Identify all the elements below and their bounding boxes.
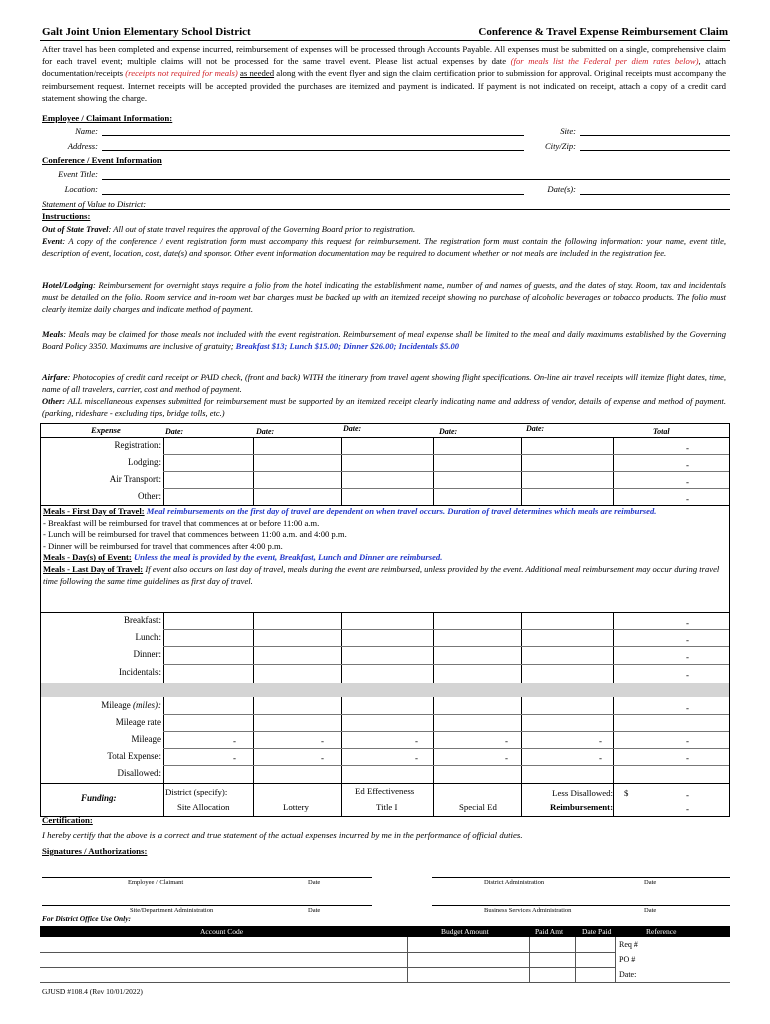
dates-field[interactable] [580, 194, 730, 195]
expense-col-header: Expense [91, 425, 121, 435]
office-table-header [40, 926, 730, 937]
registration-total: - [686, 443, 689, 453]
header-rule [40, 40, 730, 41]
other-total: - [686, 494, 689, 504]
mileage-miles-total: - [686, 703, 689, 713]
mileage-d1: - [233, 736, 236, 746]
office-use-label: For District Office Use Only: [42, 914, 131, 923]
location-label: Location: [64, 184, 98, 194]
business-admin-date-label: Date [644, 907, 657, 914]
less-disallowed-value: - [686, 790, 689, 800]
less-disallowed: Less Disallowed: [552, 788, 613, 798]
incidentals-total: - [686, 670, 689, 680]
instructions-meals: Meals: Meals may be claimed for those meals not included with the event registration. Reimbursement of meal expense shall be limited to the meal and daily maximums established by the Governing Board Policy 3350. Maximums are inclusive of gratuity; Breakfast $13; Lunch $15.00; Dinner $26.00; Incidentals $5.00 [42, 329, 726, 351]
instructions-hotel: Hotel/Lodging: Reimbursement for overnight stays require a folio from the hotel indicating the establishment name, number of and names of guests, and the dates of stay. Room, tax and incidentals must be detailed on the folio. Room service and in-room wet bar charges must be backed up with an itemized receipt showing no purchase of alcoholic beverages or tobacco products. The folio must clearly itemize daily charges and indicate method of payment. [42, 280, 726, 314]
business-admin-signature-line[interactable] [432, 905, 730, 906]
district-admin-label: District Administration [484, 879, 545, 886]
date-col-4: Date: [439, 427, 458, 436]
mileage-total: - [686, 736, 689, 746]
name-field[interactable] [102, 135, 524, 136]
employee-date-label: Date [308, 879, 321, 886]
date-col-3: Date: [343, 424, 362, 433]
total-col-header: Total [653, 427, 670, 436]
mileage-d5: - [599, 736, 602, 746]
incidentals-row: Incidentals: [119, 667, 161, 677]
req-label: Req # [619, 940, 638, 949]
name-label: Name: [75, 126, 98, 136]
mileage-d4: - [505, 736, 508, 746]
reimbursement-label: Reimbursement: [549, 802, 613, 812]
other-row: Other: [138, 491, 161, 501]
certification-text: I hereby certify that the above is a correct and true statement of the actual expenses incurred by me in the performance of official duties. [42, 830, 523, 840]
spacer-band [41, 683, 729, 697]
dates-label: Date(s): [547, 184, 576, 194]
dollar-sign: $ [624, 788, 629, 798]
special-ed: Special Ed [459, 802, 497, 812]
event-title-field[interactable] [102, 179, 730, 180]
mileage-d3: - [415, 736, 418, 746]
district-admin-date-label: Date [644, 879, 657, 886]
date-paid-header: Date Paid [582, 927, 612, 936]
total-d2: - [321, 753, 324, 763]
instructions-airfare: Airfare: Photocopies of credit card receipt or PAID check, (front and back) WITH the itinerary from travel agent showing flight specifications. On-line air travel receipts will itemize flight dates, time, name of all travelers, carrier, cost and method of payment. Other: ALL miscellaneous expenses submitted for reimbursement must be supported by an itemized receipt clearly indicating name and address of vendor, details of expense and method of payment. (parking, rideshare - excluding tips, bridge tolls, etc.) [42, 372, 726, 418]
ed-effectiveness: Ed Effectiveness [355, 786, 415, 796]
lottery: Lottery [283, 802, 309, 812]
value-statement-label: Statement of Value to District: [42, 199, 147, 209]
value-statement-field[interactable] [42, 209, 730, 210]
business-admin-label: Business Services Administration [484, 907, 572, 914]
air-total: - [686, 477, 689, 487]
disallowed-row: Disallowed: [117, 768, 161, 778]
site-admin-date-label: Date [308, 907, 321, 914]
employee-signature-line[interactable] [42, 877, 372, 878]
site-field[interactable] [580, 135, 730, 136]
air-transport-row: Air Transport: [109, 474, 161, 484]
lunch-row: Lunch: [135, 632, 161, 642]
office-table-body [40, 937, 730, 983]
mileage-d2: - [321, 736, 324, 746]
date-col-2: Date: [256, 427, 275, 436]
mileage-row: Mileage [131, 734, 161, 744]
breakfast-row: Breakfast: [124, 615, 161, 625]
total-d1: - [233, 753, 236, 763]
site-admin-signature-line[interactable] [42, 905, 372, 906]
dinner-row: Dinner: [133, 649, 161, 659]
district-name: Galt Joint Union Elementary School District [42, 26, 251, 38]
certification-heading: Certification: [42, 815, 93, 825]
instructions-event: Out of State Travel: All out of state travel requires the approval of the Governing Board prior to registration. Event: A copy of the conference / event registration form must accompany this request for reimbursement. The registration form must contain the following information: your name, event title, description of event, location, cost, date(s) and sponsor. Other event information documentation may be required to document whether or not meals are included in the registration fee. [42, 224, 726, 258]
dinner-total: - [686, 652, 689, 662]
total-expense-total: - [686, 753, 689, 763]
mileage-miles-row: Mileage (miles): [101, 700, 161, 710]
lodging-row: Lodging: [128, 457, 161, 467]
instructions-heading: Instructions: [42, 211, 91, 221]
total-d5: - [599, 753, 602, 763]
lodging-total: - [686, 460, 689, 470]
breakfast-total: - [686, 618, 689, 628]
district-admin-signature-line[interactable] [432, 877, 730, 878]
total-expense-row: Total Expense: [107, 751, 161, 761]
paid-amt-header: Paid Amt [535, 927, 564, 936]
account-code-header: Account Code [200, 927, 244, 936]
conference-heading: Conference / Event Information [42, 155, 162, 165]
budget-amount-header: Budget Amount [441, 927, 489, 936]
total-d3: - [415, 753, 418, 763]
location-field[interactable] [102, 194, 524, 195]
district-specify: District (specify): [165, 787, 228, 797]
lunch-total: - [686, 635, 689, 645]
expense-table [40, 423, 730, 817]
meals-rules: Meals - First Day of Travel: Meal reimbursements on the first day of travel are dependent on when travel occurs. Duration of travel determines which meals are reimbursed. - Breakfast will be reimbursed for travel that commences at or before 11:00 a.m. - Lunch will be reimbursed for travel that commences between 11:00 a.m. and 4:00 p.m. - Dinner will be reimbursed for travel that commences after 4:00 p.m. Meals - Day(s) of Event: Unless the meal is provided by the event, Breakfast, Lunch and Dinner are reimbursed. Meals - Last Day of Travel: If event also occurs on last day of travel, meals during the event are reimbursed, unless provided by the event. Additional meal reimbursement may occur during travel time following the same time guidelines as first day of travel. [43, 506, 720, 586]
city-zip-label: City/Zip: [544, 141, 576, 151]
reimbursement-value: - [686, 804, 689, 814]
title-i: Title I [376, 802, 398, 812]
date-label: Date: [619, 970, 637, 979]
date-col-5: Date: [526, 424, 545, 433]
registration-row: Registration: [114, 440, 161, 450]
address-label: Address: [67, 141, 98, 151]
intro-paragraph: After travel has been completed and expense incurred, reimbursement of expenses will be processed through Accounts Payable. All expenses must be submitted on a single, comprehensive claim for each travel event; multiple claims will not be processed for the same travel event. Please list actual expenses by date (for meals list the Federal per diem rates below), attach documentation/receipts (receipts not required for meals) as needed along with the event flyer and sign the claim certification prior to submission for approval. Original receipts must accompany the reimbursement request. Internet receipts will be accepted provided the purchases are itemized and payment is indicated. If payment is not indicated on receipt, attach a copy of a credit card statement showing the charge. [42, 44, 727, 103]
form-header [42, 26, 728, 40]
po-label: PO # [619, 955, 636, 964]
form-title: Conference & Travel Expense Reimbursement Claim [478, 26, 728, 38]
total-d4: - [505, 753, 508, 763]
address-field[interactable] [102, 150, 524, 151]
site-label: Site: [560, 126, 576, 136]
funding-label: Funding: [81, 793, 117, 803]
form-footer: GJUSD #108.4 (Rev 10/01/2022) [42, 987, 143, 996]
employee-heading: Employee / Claimant Information: [42, 113, 173, 123]
mileage-rate-row: Mileage rate [115, 717, 161, 727]
event-title-label: Event Title: [58, 169, 98, 179]
date-col-1: Date: [165, 427, 184, 436]
signatures-heading: Signatures / Authorizations: [42, 846, 148, 856]
city-zip-field[interactable] [580, 150, 730, 151]
reference-header: Reference [646, 927, 677, 936]
employee-sig-label: Employee / Claimant [128, 879, 184, 886]
site-admin-label: Site/Department Administration [130, 907, 214, 914]
site-allocation: Site Allocation [177, 802, 230, 812]
